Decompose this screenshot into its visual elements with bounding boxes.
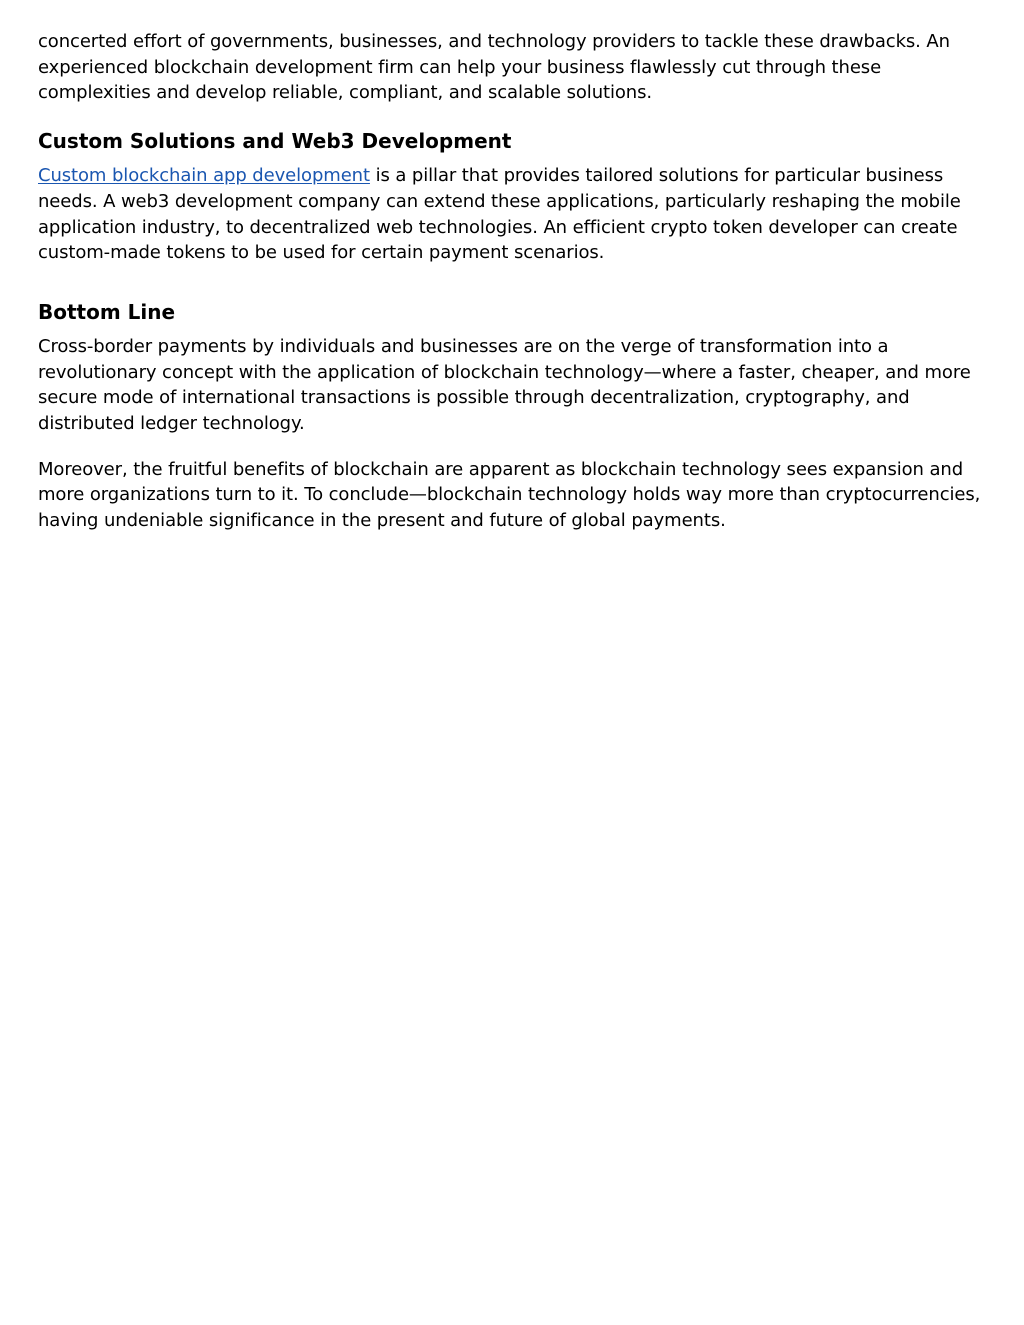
custom-solutions-paragraph [38, 163, 998, 266]
bottom-line-paragraph-2: Moreover, the fruitful benefits of blockchain are apparent as blockchain technology sees expansion and more organizations turn to it. To conclude—blockchain technology holds way more than cryptocurrencies, having undeniable significance in the present and future of global payments. [38, 458, 981, 532]
bottom-line-paragraph-1: Cross-border payments by individuals and businesses are on the verge of transformation into a revolutionary concept with the application of blockchain technology—where a faster, cheaper, and more secure mode of international transactions is possible through decentralization, cryptography, and distributed ledger technology. [38, 335, 971, 435]
intro-paragraph: concerted effort of governments, businesses, and technology providers to tackle these drawbacks. An experienced blockchain development firm can help your business flawlessly cut through these complexities and develop reliable, compliant, and scalable solutions. [38, 31, 950, 104]
document-page [38, 29, 998, 534]
custom-solutions-text: is a pillar that provides tailored solutions for particular business needs. A web3 development company can extend these applications, particularly reshaping the mobile application industry, to decentralized web technologies. An efficient crypto token developer can create custom-made tokens to be used for certain payment scenarios. [38, 165, 961, 264]
custom-solutions-heading: Custom Solutions and Web3 Development [38, 129, 512, 154]
custom-blockchain-app-development-link[interactable]: Custom blockchain app development [38, 165, 370, 187]
bottom-line-heading: Bottom Line [38, 299, 176, 324]
